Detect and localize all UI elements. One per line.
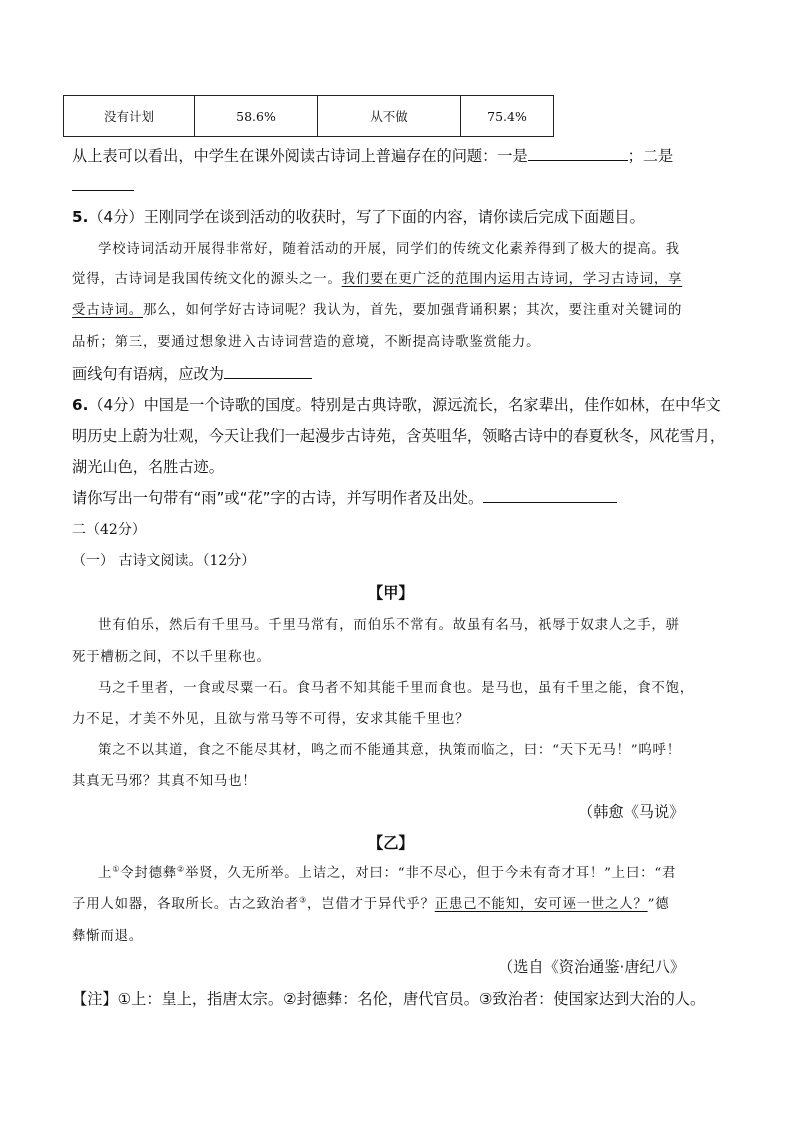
q6-line: 湖光山色，名胜古迹。 [72,458,224,476]
underlined-sentence: 正患己不能知，安可诬一世之人？ [434,897,648,912]
q5-passage-line: 学校诗词活动开展得非常好，随着活动的开展，同学们的传统文化素养得到了极大的提高。我 [98,242,680,257]
subsection-header: （一） 古诗文阅读。（12分） [72,553,256,569]
jia-line: 马之千里者，一食或尽粟一石。食马者不知其能千里而食也。是马也，虽有千里之能，食不饱， [98,681,695,696]
q4-text: 从上表可以看出，中学生在课外阅读古诗词上普遍存在的问题：一是 [72,147,528,165]
passage-title-yi: 【乙】 [368,834,414,852]
passage-text: 子用人如器，各取所长。古之致治者 [72,897,300,912]
q5-answer-line [72,363,312,384]
answer-blank[interactable] [72,176,134,191]
q6-answer-line [72,487,617,508]
survey-table [63,95,554,137]
q4-question-line [72,145,673,166]
question-number: 5. [72,208,89,226]
yi-line: 彝惭而退。 [72,929,143,944]
passage-text: 令封德彝 [120,866,177,881]
passage-text: 上 [98,866,113,881]
yi-source: （选自《资治通鉴·唐纪八》 [498,958,686,976]
q4-text-2: ；二是 [627,147,674,165]
yi-line [72,893,669,912]
footnote-marker[interactable]: ② [176,864,185,874]
passage-text: 那么，如何学好古诗词呢？我认为，首先，要加强背诵积累；其次，要注重对关键词的 [142,303,683,318]
jia-line: 死于槽枥之间，不以千里称也。 [72,650,271,665]
passage-text: ”德 [647,897,670,912]
jia-line: 世有伯乐，然后有千里马。千里马常有，而伯乐不常有。故虽有名马，祇辱于奴隶人之手，骈 [98,618,680,633]
q5-passage-line: 品析；第三，要通过想象进入古诗词营造的意境，不断提高诗歌鉴赏能力。 [72,335,541,350]
q6-line: 明历史上蔚为壮观，今天让我们一起漫步古诗苑，含英咀华，领略古诗中的春夏秋冬，风花雪月， [72,427,726,445]
jia-line: 其真无马邪？其真不知马也！ [72,774,257,789]
table-cell: 58.6% [195,96,318,136]
q5-header [72,206,645,227]
q5-passage-line [72,268,682,287]
passage-text: 举贤，久无所举。上诘之，对曰：“非不尽心，但于今未有奇才耳！”上曰：“君 [184,866,677,881]
question-prompt: 王刚同学在谈到活动的收获时，写了下面的内容，请你读后完成下面题目。 [143,208,645,226]
answer-blank[interactable] [528,146,628,161]
footnotes: 【注】①上：皇上，指唐太宗。②封德彝：名伦，唐代官员。③致治者：使国家达到大治的人。 [72,990,706,1008]
passage-title-jia: 【甲】 [368,584,414,602]
jia-source: （韩愈《马说》 [578,803,685,821]
jia-line: 策之不以其道，食之不能尽其材，鸣之而不能通其意，执策而临之，曰：“天下无马！”呜呼！ [98,743,681,758]
question-text: 中国是一个诗歌的国度。特别是古典诗歌，源远流长，名家辈出，佳作如林，在中华文 [143,396,721,414]
yi-line [98,862,676,881]
underlined-sentence: 我们要在更广泛的范围内运用古诗词，学习古诗词，享 [341,272,683,287]
answer-prompt: 请你写出一句带有“雨”或“花”字的古诗，并写明作者及出处。 [72,489,484,507]
passage-text: ，岂借才于异代乎？ [307,897,435,912]
q5-passage-line [72,299,682,318]
q6-line [72,394,721,415]
question-score: （4分） [88,396,144,414]
question-number: 6. [72,396,89,414]
table-cell: 没有计划 [64,96,195,136]
answer-blank[interactable] [224,364,312,379]
jia-line: 力不足，才美不外见，且欲与常马等不可得，安求其能千里也？ [72,712,470,727]
answer-blank[interactable] [483,488,617,503]
footnote-marker[interactable]: ① [112,864,121,874]
underlined-sentence: 受古诗词。 [72,303,143,318]
table-cell: 从不做 [318,96,461,136]
footnote-marker[interactable]: ③ [299,895,308,905]
table-cell: 75.4% [487,108,527,124]
answer-prompt: 画线句有语病，应改为 [72,365,224,383]
question-score: （4分） [88,208,144,226]
passage-text: 觉得，古诗词是我国传统文化的源头之一。 [72,272,342,287]
section-header: 二（42分） [72,522,146,538]
